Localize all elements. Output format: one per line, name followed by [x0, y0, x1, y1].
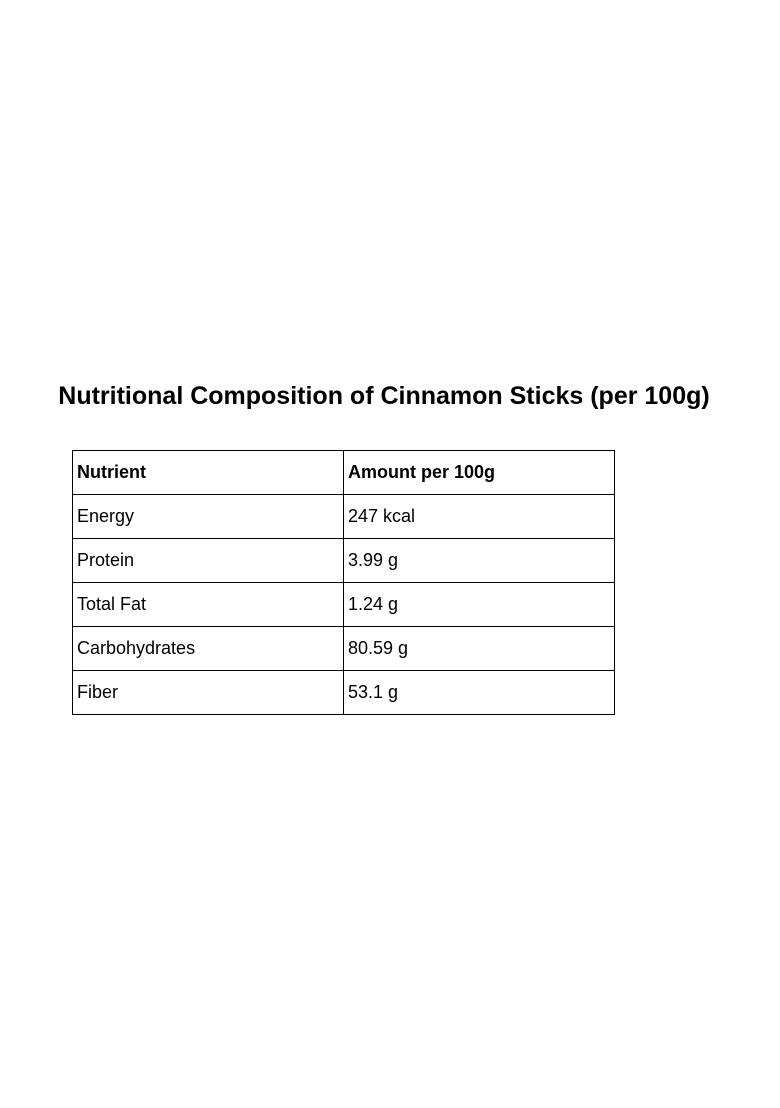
- amount-cell: 1.24 g: [344, 583, 615, 627]
- table-row: [73, 495, 615, 539]
- nutrient-cell: Fiber: [73, 671, 344, 715]
- nutrient-cell: Energy: [73, 495, 344, 539]
- amount-cell: 3.99 g: [344, 539, 615, 583]
- table-row: [73, 539, 615, 583]
- table-row: [73, 583, 615, 627]
- table-row: [73, 627, 615, 671]
- page-title: Nutritional Composition of Cinnamon Sticks (per 100g): [58, 382, 710, 410]
- table-row: [73, 671, 615, 715]
- nutrient-cell: Protein: [73, 539, 344, 583]
- amount-cell: 80.59 g: [344, 627, 615, 671]
- nutrient-cell: Total Fat: [73, 583, 344, 627]
- amount-cell: 53.1 g: [344, 671, 615, 715]
- nutrient-cell: Carbohydrates: [73, 627, 344, 671]
- amount-cell: 247 kcal: [344, 495, 615, 539]
- header-amount: Amount per 100g: [344, 451, 615, 495]
- table-header-row: [73, 451, 615, 495]
- nutrition-table: [72, 450, 615, 715]
- header-nutrient: Nutrient: [73, 451, 344, 495]
